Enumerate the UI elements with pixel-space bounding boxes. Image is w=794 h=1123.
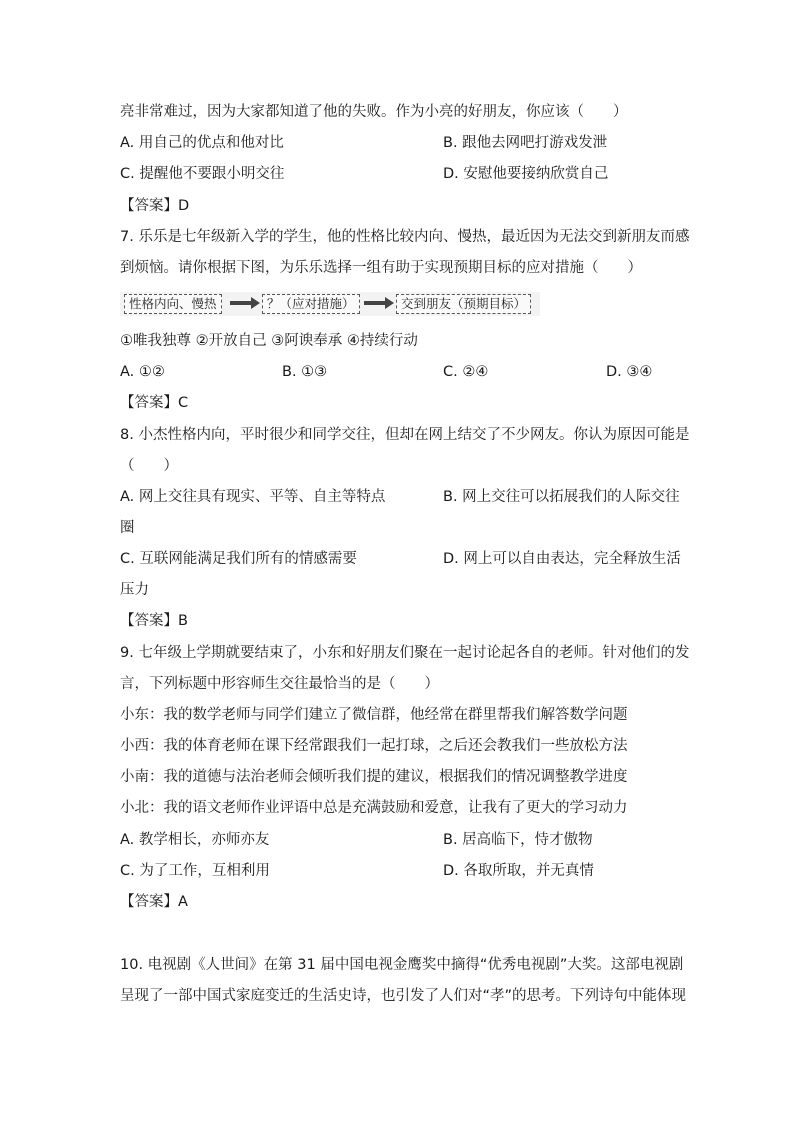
q9-statement-xiaodong: 小东：我的数学老师与同学们建立了微信群，他经常在群里帮我们解答数学问题 [120,707,628,723]
q7-items: ①唯我独尊 ②开放自己 ③阿谀奉承 ④持续行动 [120,333,418,349]
q8-option-a: A. 网上交往具有现实、平等、自主等特点 [120,489,386,505]
q6-answer: 【答案】D [120,198,190,214]
q9-statement-xiaonan: 小南：我的道德与法治老师会倾听我们提的建议，根据我们的情况调整教学进度 [120,769,628,785]
q8-stem-line-2: （ ） [120,458,178,474]
q8-answer: 【答案】B [120,613,188,629]
flow-box-start: 性格内向、慢热 [124,294,222,314]
q7-flow-diagram [120,292,540,316]
q8-option-d-wrap: 压力 [120,582,149,598]
q8-stem-line-1: 8. 小杰性格内向，平时很少和同学交往，但却在网上结交了不少网友。你认为原因可能是 [120,427,690,443]
flow-arrow-icon [230,296,260,310]
q6-option-d: D. 安慰他要接纳欣赏自己 [443,166,609,182]
q7-option-c: C. ②④ [443,364,489,380]
flow-box-goal: 交到朋友（预期目标） [396,294,531,314]
q7-stem-line-2: 到烦恼。请你根据下图，为乐乐选择一组有助于实现预期目标的应对措施（ ） [120,260,642,276]
q8-option-c: C. 互联网能满足我们所有的情感需要 [120,551,357,567]
q8-option-b-wrap: 圈 [120,520,135,536]
q9-option-a: A. 教学相长，亦师亦友 [120,832,270,848]
q9-statement-xiaobei: 小北：我的语文老师作业评语中总是充满鼓励和爱意，让我有了更大的学习动力 [120,800,628,816]
q7-stem-line-1: 7. 乐乐是七年级新入学的学生，他的性格比较内向、慢热，最近因为无法交到新朋友而感 [120,229,690,245]
flow-box-measure: ？（应对措施） [262,294,360,314]
q7-option-d: D. ③④ [606,364,653,380]
q7-option-a: A. ①② [120,364,165,380]
q6-option-b: B. 跟他去网吧打游戏发泄 [443,135,608,151]
q8-option-b: B. 网上交往可以拓展我们的人际交往 [443,489,680,505]
q7-answer: 【答案】C [120,395,189,411]
q10-stem-line-2: 呈现了一部中国式家庭变迁的生活史诗，也引发了人们对“孝”的思考。下列诗句中能体现 [120,988,687,1004]
flow-arrow-icon [364,296,394,310]
q9-answer: 【答案】A [120,894,188,910]
q9-stem-line-2: 言，下列标题中形容师生交往最恰当的是（ ） [120,676,439,692]
q9-stem-line-1: 9. 七年级上学期就要结束了，小东和好朋友们聚在一起讨论起各自的老师。针对他们的发 [120,645,690,661]
q9-statement-xiaoxi: 小西：我的体育老师在课下经常跟我们一起打球，之后还会教我们一些放松方法 [120,738,628,754]
q6-option-a: A. 用自己的优点和他对比 [120,135,284,151]
q9-option-b: B. 居高临下，恃才傲物 [443,832,593,848]
q10-stem-line-1: 10. 电视剧《人世间》在第 31 届中国电视金鹰奖中摘得“优秀电视剧”大奖。这部电视剧 [120,957,684,973]
q9-option-c: C. 为了工作，互相利用 [120,863,270,879]
q8-option-d: D. 网上可以自由表达，完全释放生活 [443,551,681,567]
q6-stem-line: 亮非常难过，因为大家都知道了他的失败。作为小亮的好朋友，你应该（ ） [120,104,628,120]
q7-option-b: B. ①③ [282,364,328,380]
q6-option-c: C. 提醒他不要跟小明交往 [120,166,285,182]
q9-option-d: D. 各取所取，并无真情 [443,863,594,879]
